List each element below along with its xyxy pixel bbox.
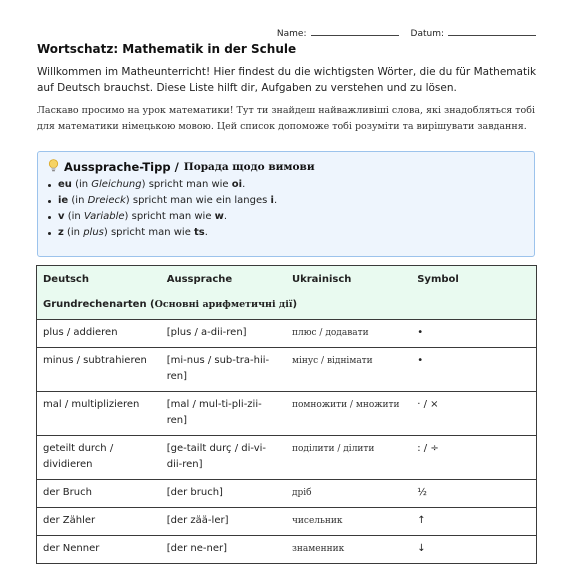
column-header-deutsch: Deutsch [43, 274, 89, 285]
tip-text: . [273, 195, 278, 206]
cell-ukrainian: чисельник [286, 508, 411, 536]
tip-text: . [242, 179, 246, 190]
cell-pronunciation: [der bruch] [161, 480, 286, 508]
cell-symbol: ½ [411, 480, 536, 508]
tip-text: . [223, 211, 228, 222]
tip-sound: ts [194, 227, 205, 238]
table-row [37, 392, 537, 436]
tip-text: ) spricht man wie [124, 211, 215, 222]
name-label: Name: [276, 29, 307, 39]
vocabulary-table [36, 265, 537, 564]
name-line [311, 26, 399, 36]
pronunciation-tip-box [37, 151, 535, 257]
tip-title-ukrainian: Порада щодо вимови [183, 160, 315, 173]
tip-text: ) spricht man wie ein langes [125, 195, 271, 206]
intro-german: Willkommen im Matheunterricht! Hier findest du die wichtigsten Wörter, die du für Mathematik auf Deutsch brauchst. Diese Liste hilft dir, Aufgaben zu verstehen und zu lösen. [37, 66, 537, 94]
tip-example-word: plus [83, 227, 104, 238]
cell-ukrainian: мінус / віднімати [286, 348, 411, 392]
table-header-row [37, 266, 537, 294]
column-header-ukrainisch: Ukrainisch [291, 274, 352, 285]
tip-item [48, 209, 520, 225]
table-row [37, 480, 537, 508]
tip-list [48, 177, 520, 241]
tip-sound: i [270, 195, 274, 206]
tip-letter: v [58, 211, 65, 222]
tip-text: ) spricht man wie [141, 179, 232, 190]
cell-symbol: • [411, 320, 536, 348]
tip-letter: ie [58, 195, 69, 206]
tip-sound: w [214, 211, 224, 222]
tip-item [48, 177, 520, 193]
date-field [411, 26, 536, 39]
cell-pronunciation: [der ne-ner] [161, 536, 286, 564]
tip-text: (in [63, 227, 84, 238]
cell-german: geteilt durch / dividieren [37, 436, 161, 480]
table-row [37, 348, 537, 392]
tip-text: (in [64, 211, 84, 222]
table-row [37, 320, 537, 348]
cell-ukrainian: дріб [286, 480, 411, 508]
cell-ukrainian: плюс / додавати [286, 320, 411, 348]
tip-heading [48, 159, 520, 174]
name-date-fields [277, 26, 536, 39]
cell-symbol: ↑ [411, 508, 536, 536]
cell-german: mal / multiplizieren [37, 392, 161, 436]
lightbulb-icon [48, 159, 59, 174]
intro-ukrainian: Ласкаво просимо на урок математики! Тут ти знайдеш найважливіші слова, які знадобляться тобі для математики німецькою мовою. Цей список допоможе тобі розуміти та вирішувати завдання. [37, 105, 536, 132]
tip-item [48, 225, 520, 241]
tip-letter: eu [58, 179, 72, 190]
tip-text: . [204, 227, 208, 238]
cell-symbol: • [411, 348, 536, 392]
table-row [37, 508, 537, 536]
cell-ukrainian: поділити / ділити [286, 436, 411, 480]
cell-symbol: ↓ [411, 536, 536, 564]
table-row [37, 436, 537, 480]
section-row-grundrechenarten [37, 293, 537, 320]
page-title: Wortschatz: Mathematik in der Schule [37, 42, 297, 56]
section-title-ukrainian: Основні арифметичні дії [154, 299, 293, 310]
cell-symbol: · / × [411, 392, 536, 436]
cell-pronunciation: [mal / mul-ti-pli-zii-ren] [161, 392, 286, 436]
table-row [37, 536, 537, 564]
name-field [277, 26, 399, 39]
tip-item [48, 193, 520, 209]
date-line [448, 26, 536, 36]
cell-ukrainian: помножити / множити [286, 392, 411, 436]
cell-german: der Nenner [37, 536, 161, 564]
cell-pronunciation: [mi-nus / sub-tra-hii-ren] [161, 348, 286, 392]
cell-german: der Bruch [37, 480, 161, 508]
cell-ukrainian: знаменник [286, 536, 411, 564]
section-title-german: Grundrechenarten ( [43, 299, 155, 310]
cell-symbol: : / ÷ [411, 436, 536, 480]
tip-letter: z [58, 227, 64, 238]
tip-example-word: Variable [83, 211, 125, 222]
cell-german: der Zähler [37, 508, 161, 536]
cell-german: minus / subtrahieren [37, 348, 161, 392]
tip-example-word: Dreieck [87, 195, 126, 206]
section-title-close: ) [292, 299, 298, 310]
cell-pronunciation: [ge-tailt durç / di-vi-dii-ren] [161, 436, 286, 480]
tip-text: (in [71, 179, 92, 190]
tip-example-word: Gleichung [91, 179, 142, 190]
date-label: Datum: [410, 29, 444, 39]
cell-pronunciation: [plus / a-dii-ren] [161, 320, 286, 348]
cell-german: plus / addieren [37, 320, 161, 348]
tip-title-german: Aussprache-Tipp / [64, 159, 179, 174]
tip-sound: oi [231, 179, 243, 190]
cell-pronunciation: [der zää-ler] [161, 508, 286, 536]
tip-text: (in [68, 195, 88, 206]
section-heading [37, 293, 537, 320]
column-header-symbol: Symbol [417, 274, 459, 285]
column-header-aussprache: Aussprache [166, 274, 233, 285]
tip-text: ) spricht man wie [103, 227, 195, 238]
